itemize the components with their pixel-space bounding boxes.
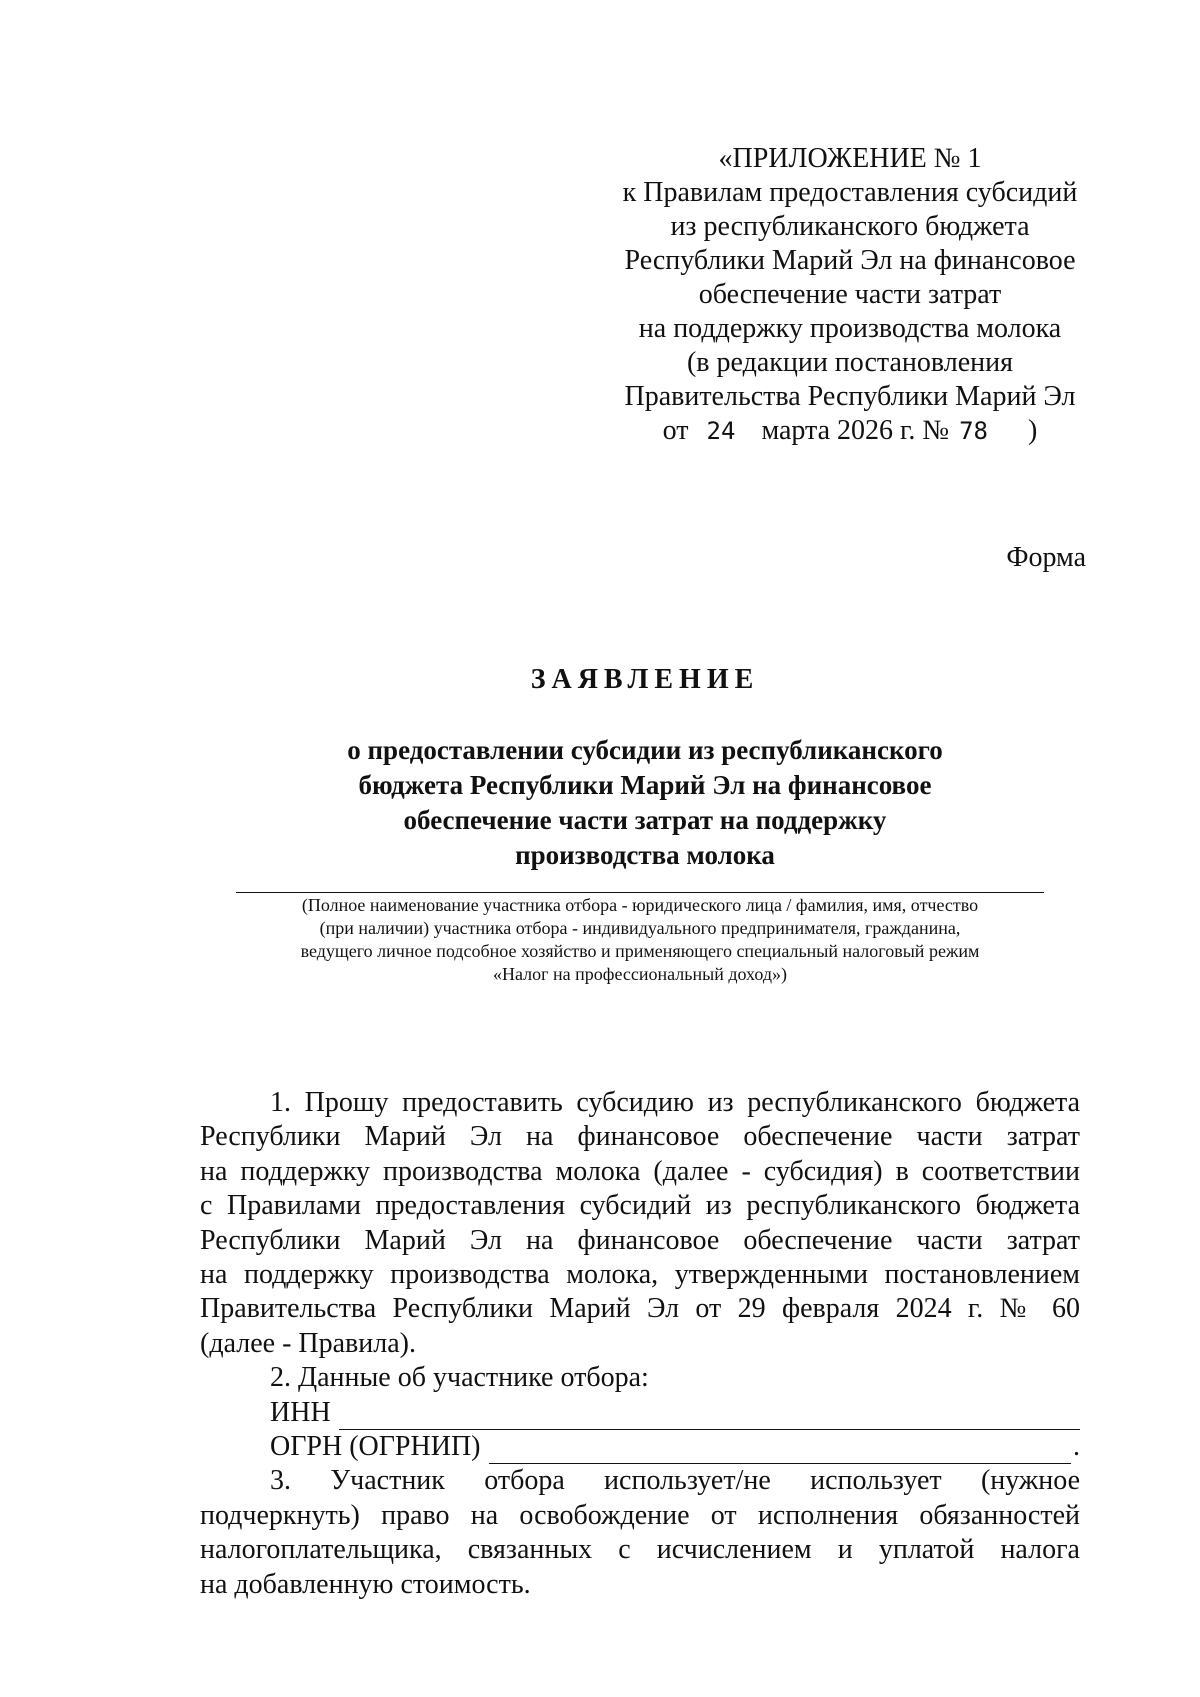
ogrn-fill-line[interactable]	[489, 1439, 1072, 1464]
subtitle-line-2: бюджета Республики Марий Эл на финансовое	[358, 770, 932, 800]
application-body	[200, 1086, 1080, 1602]
appendix-date-line	[620, 414, 1080, 448]
appendix-line-7: (в редакции постановления	[686, 347, 1014, 378]
document-number: 78	[959, 417, 988, 445]
appendix-line-3: из республиканского бюджета	[670, 211, 1030, 242]
participant-name-caption	[236, 894, 1044, 986]
date-month-year: марта 2026 г. №	[761, 415, 950, 446]
subtitle-line-4: производства молока	[515, 840, 775, 870]
caption-line-4: «Налог на профессиональный доход»)	[493, 964, 787, 984]
date-day: 24	[706, 417, 736, 445]
appendix-header	[620, 142, 1080, 448]
inn-row	[200, 1396, 1080, 1430]
inn-label: ИНН	[270, 1396, 331, 1428]
appendix-line-5: обеспечение части затрат	[698, 279, 1002, 310]
paragraph-1-line-1: 1. Прошу предоставить субсидию из республиканского бюджета	[270, 1087, 1080, 1118]
document-subtitle	[300, 733, 990, 873]
paragraph-3-line-4: на добавленную стоимость.	[200, 1568, 531, 1600]
caption-line-3: ведущего личное подсобное хозяйство и применяющего специальный налоговый режим	[300, 941, 980, 961]
appendix-line-1: «ПРИЛОЖЕНИЕ № 1	[718, 143, 982, 174]
paragraph-3-line-1: 3. Участник отбора использует/не использует (нужное	[270, 1465, 1080, 1497]
form-label: Форма	[1006, 542, 1086, 573]
caption-line-2: (при наличии) участника отбора - индивидуального предпринимателя, гражданина,	[319, 918, 961, 938]
paragraph-1-line-3: на поддержку производства молока (далее - субсидия) в соответствии	[200, 1155, 1080, 1187]
appendix-line-8: Правительства Республики Марий Эл	[624, 381, 1076, 412]
document-title: ЗАЯВЛЕНИЕ	[530, 664, 760, 695]
paragraph-1-line-2: Республики Марий Эл на финансовое обеспечение части затрат	[200, 1121, 1080, 1153]
paragraph-1-line-6: на поддержку производства молока, утвержденными постановлением	[200, 1259, 1080, 1291]
ogrn-end-period: .	[1073, 1431, 1080, 1463]
subtitle-line-3: обеспечение части затрат на поддержку	[403, 805, 887, 835]
appendix-line-4: Республики Марий Эл на финансовое	[624, 245, 1076, 276]
paragraph-1-line-7: Правительства Республики Марий Эл от 29 февраля 2024 г. № 60	[200, 1293, 1080, 1325]
date-prefix: от	[662, 415, 689, 446]
paragraph-1-line-5: Республики Марий Эл на финансовое обеспечение части затрат	[200, 1224, 1080, 1256]
paragraph-3-line-3: налогоплательщика, связанных с исчислением и уплатой налога	[200, 1534, 1080, 1566]
inn-fill-line[interactable]	[339, 1405, 1080, 1430]
appendix-line-6: на поддержку производства молока	[638, 313, 1062, 344]
ogrn-row	[200, 1430, 1080, 1464]
paragraph-3-line-2: подчеркнуть) право на освобождение от исполнения обязанностей	[200, 1499, 1080, 1531]
date-close-paren: )	[1028, 415, 1038, 446]
paragraph-1-line-4: с Правилами предоставления субсидий из республиканского бюджета	[200, 1190, 1080, 1222]
participant-name-fill-line[interactable]	[236, 892, 1044, 893]
subtitle-line-1: о предоставлении субсидии из республиканского	[347, 735, 943, 765]
appendix-line-2: к Правилам предоставления субсидий	[622, 177, 1078, 208]
caption-line-1: (Полное наименование участника отбора - юридического лица / фамилия, имя, отчество	[301, 895, 979, 915]
ogrn-label: ОГРН (ОГРНИП)	[270, 1431, 481, 1463]
paragraph-1-line-8: (далее - Правила).	[200, 1327, 416, 1359]
paragraph-2: 2. Данные об участнике отбора:	[270, 1362, 649, 1394]
